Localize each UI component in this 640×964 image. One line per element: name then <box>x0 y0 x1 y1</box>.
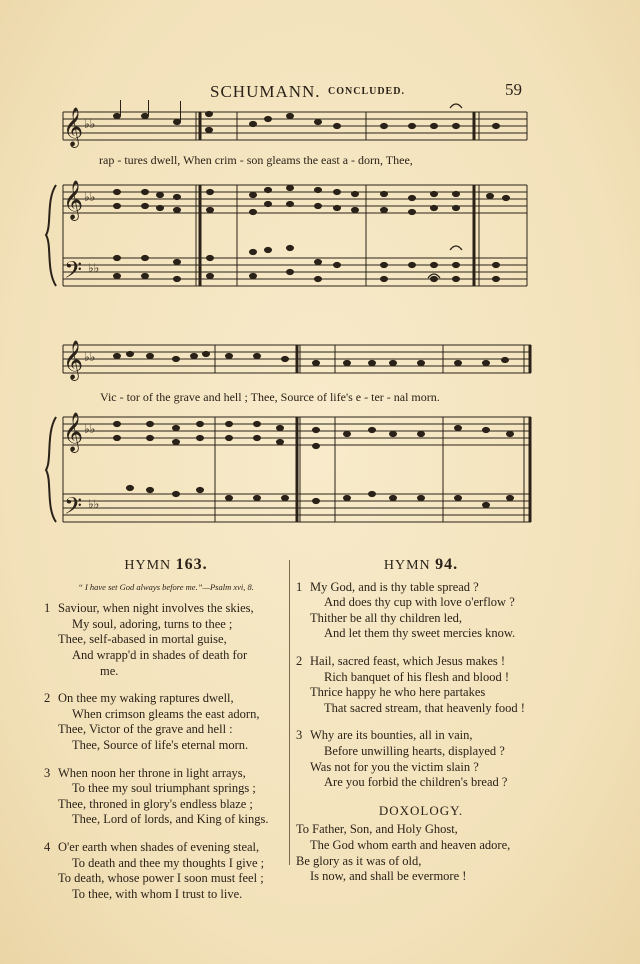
page-number: 59 <box>505 80 522 99</box>
tune-title: SCHUMANN. <box>210 82 321 101</box>
svg-text:♭♭: ♭♭ <box>84 190 96 204</box>
verse-line <box>44 722 288 738</box>
verse-line <box>44 797 288 813</box>
verse-line-text: Before unwilling hearts, displayed ? <box>324 743 505 758</box>
hymn-163-column <box>44 557 288 914</box>
verse-number: 4 <box>44 839 51 854</box>
verse <box>296 580 546 642</box>
verse-line-text: To death, whose power I soon must feel ; <box>58 871 264 886</box>
doxology-line: Be glory as it was of old, <box>296 853 422 868</box>
verse-line <box>44 691 288 707</box>
verse-line <box>44 856 288 872</box>
verse-line-text: Thee, Victor of the grave and hell : <box>58 722 233 737</box>
verse-line-text: Thither be all thy children led, <box>310 610 463 625</box>
verse-line <box>296 685 546 701</box>
hymn-163-epigraph: “ I have set God always before me.”—Psalm xvi, 8. <box>78 581 254 592</box>
verse-line <box>296 744 546 760</box>
verse-line-text: Thrice happy he who here partakes <box>310 685 486 700</box>
verse-line <box>44 887 288 903</box>
verse <box>44 691 288 753</box>
verse <box>44 601 288 679</box>
verse-line-text: My soul, adoring, turns to thee ; <box>72 616 233 631</box>
tune-subtitle: CONCLUDED. <box>328 86 405 97</box>
verse-line <box>296 701 546 717</box>
verse-line <box>44 781 288 797</box>
hymn-94-verses <box>296 580 546 791</box>
verse-line-text: To death and thee my thoughts I give ; <box>72 855 265 870</box>
svg-text:♭♭: ♭♭ <box>88 261 100 275</box>
verse <box>296 728 546 790</box>
doxology-line: Is now, and shall be evermore ! <box>310 869 467 884</box>
verse-line <box>44 738 288 754</box>
verse-line-text: Thee, Lord of lords, and King of kings. <box>72 812 269 827</box>
verse-line <box>296 775 546 791</box>
doxology-title: DOXOLOGY. <box>378 802 464 818</box>
verse-line-text: When noon her throne in light arrays, <box>58 765 246 780</box>
verse-line-text: Rich banquet of his flesh and blood ! <box>324 669 510 684</box>
lyrics-line-1: rap - tures dwell, When crim - son gleams the east a - dorn, Thee, <box>99 153 413 167</box>
verse-number: 3 <box>44 765 51 780</box>
verse-line-text: And does thy cup with love o'erflow ? <box>324 595 515 610</box>
verse-line-text: To thee, with whom I trust to live. <box>72 886 243 901</box>
verse-line <box>44 632 288 648</box>
verse-line-text: And let them thy sweet mercies know. <box>324 626 516 641</box>
hymn-94-title: HYMN 94. <box>383 556 459 573</box>
verse-line-text: To thee my soul triumphant springs ; <box>72 781 256 796</box>
svg-text:♭♭: ♭♭ <box>84 117 96 131</box>
verse-line-text: O'er earth when shades of evening steal, <box>58 839 260 854</box>
verse-line-text: Why are its bounties, all in vain, <box>310 728 473 743</box>
verse-line-text: On thee my waking raptures dwell, <box>58 691 234 706</box>
verse-line <box>44 601 288 617</box>
verse-line-text: Thee, throned in glory's endless blaze ; <box>58 796 253 811</box>
verse-line-text: My God, and is thy table spread ? <box>310 579 479 594</box>
verse-number: 3 <box>296 728 303 743</box>
verse-number: 2 <box>296 653 303 668</box>
verse-line <box>44 617 288 633</box>
verse-line <box>44 812 288 828</box>
verse-line-text: me. <box>100 663 119 678</box>
verse-line <box>44 707 288 723</box>
verse-line-text: That sacred stream, that heavenly food ! <box>324 700 525 715</box>
doxology-line: The God whom earth and heaven adore, <box>310 837 511 852</box>
verse-line-text: Was not for you the victim slain ? <box>310 759 479 774</box>
svg-text:𝄞: 𝄞 <box>63 412 84 452</box>
music-system-2 <box>0 330 640 550</box>
svg-text:𝄢: 𝄢 <box>64 492 83 525</box>
verse-line-text: And wrapp'd in shades of death for <box>72 647 248 662</box>
svg-text:𝄞: 𝄞 <box>63 340 84 380</box>
doxology-line: To Father, Son, and Holy Ghost, <box>296 822 458 837</box>
verse-number: 1 <box>44 601 51 616</box>
verse-line-text: Saviour, when night involves the skies, <box>58 601 254 616</box>
hymn-94-column <box>296 557 546 885</box>
svg-text:𝄞: 𝄞 <box>63 107 84 147</box>
music-system-1 <box>0 100 640 310</box>
verse <box>44 766 288 828</box>
verse-line-text: Thee, self-abased in mortal guise, <box>58 632 227 647</box>
hymn-163-title: HYMN 163. <box>124 556 208 573</box>
column-divider <box>289 560 290 865</box>
verse-line-text: Hail, sacred feast, which Jesus makes ! <box>310 653 506 668</box>
verse-line <box>296 595 546 611</box>
verse-number: 2 <box>44 691 51 706</box>
verse-line <box>296 611 546 627</box>
verse <box>44 840 288 902</box>
verse-line <box>44 766 288 782</box>
verse-line-text: When crimson gleams the east adorn, <box>72 706 260 721</box>
svg-text:♭♭: ♭♭ <box>88 497 100 511</box>
svg-text:♭♭: ♭♭ <box>84 422 96 436</box>
verse-line-text: Are you forbid the children's bread ? <box>324 775 508 790</box>
svg-text:𝄢: 𝄢 <box>64 256 83 289</box>
svg-text:𝄞: 𝄞 <box>63 180 84 220</box>
verse-number: 1 <box>296 579 303 594</box>
verse-line <box>44 664 288 680</box>
verse-line-text: Thee, Source of life's eternal morn. <box>72 737 249 752</box>
verse-line <box>296 670 546 686</box>
verse <box>296 654 546 716</box>
hymn-163-verses <box>44 601 288 902</box>
verse-line <box>44 648 288 664</box>
verse-line <box>296 626 546 642</box>
verse-line <box>296 760 546 776</box>
verse-line <box>44 871 288 887</box>
verse-line <box>44 840 288 856</box>
verse-line <box>296 580 546 596</box>
verse-line <box>296 728 546 744</box>
svg-text:♭♭: ♭♭ <box>84 350 96 364</box>
doxology-text <box>296 822 546 884</box>
verse-line <box>296 654 546 670</box>
lyrics-line-2: Vic - tor of the grave and hell ; Thee, Source of life's e - ter - nal morn. <box>100 390 440 404</box>
